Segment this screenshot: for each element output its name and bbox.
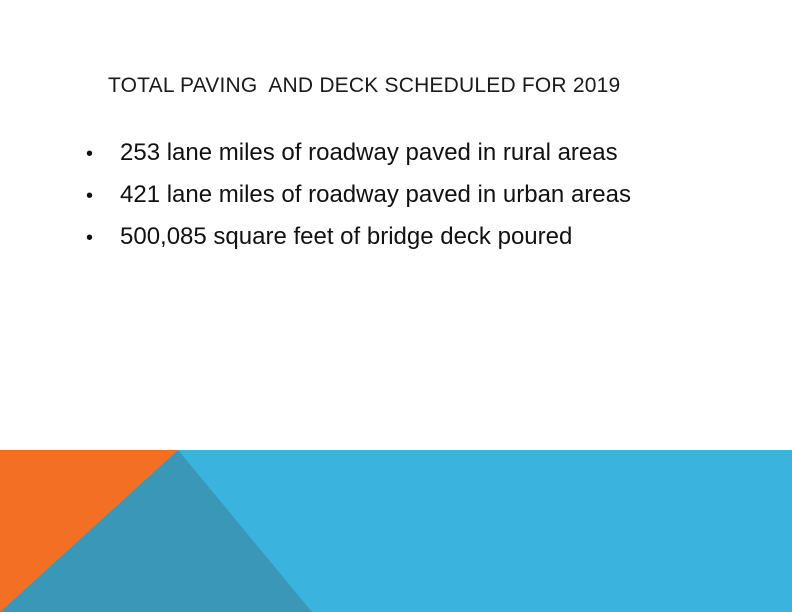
bullet-list	[86, 136, 631, 262]
bullet-item-rural	[86, 136, 631, 178]
bullet-icon: •	[86, 143, 94, 165]
bullet-text: 421 lane miles of roadway paved in urban areas	[120, 181, 631, 208]
bullet-icon: •	[86, 227, 94, 249]
decorative-footer-band	[0, 450, 792, 612]
slide-title: TOTAL PAVING AND DECK SCHEDULED FOR 2019	[108, 74, 621, 97]
bullet-text: 253 lane miles of roadway paved in rural areas	[120, 139, 618, 166]
bullet-item-deck	[86, 220, 631, 262]
bullet-icon: •	[86, 185, 94, 207]
bullet-text: 500,085 square feet of bridge deck poured	[120, 223, 573, 250]
bullet-item-urban	[86, 178, 631, 220]
